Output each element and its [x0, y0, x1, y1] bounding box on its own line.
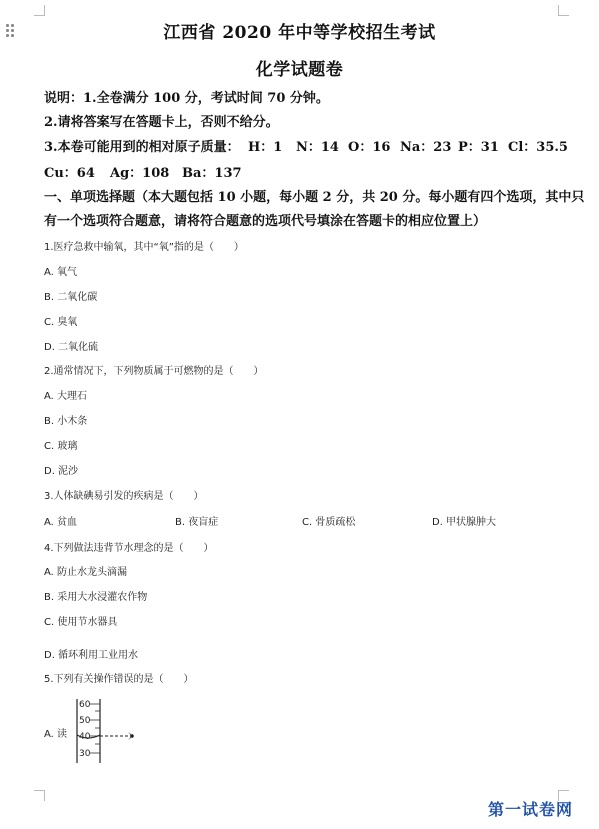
question-4-option-a: A. 防止水龙头滴漏	[44, 567, 128, 578]
question-2-option-d: D. 泥沙	[44, 466, 79, 477]
atomic-mass-ba: Ba：137	[182, 166, 242, 181]
exam-title: 江西省 2020 年中等学校招生考试	[163, 23, 436, 43]
question-2-option-a: A. 大理石	[44, 391, 88, 402]
scale-label-60: 60	[79, 700, 91, 710]
graduated-cylinder-figure	[72, 697, 144, 765]
question-3-option-d: D. 甲状腺肿大	[432, 517, 497, 528]
page-corner-mark	[34, 790, 45, 801]
scale-label-40: 40	[79, 732, 91, 742]
exam-subtitle: 化学试题卷	[255, 60, 344, 80]
question-3-stem: 3.人体缺碘易引发的疾病是（ ）	[44, 491, 204, 502]
question-5-option-a: A. 读	[44, 729, 68, 740]
question-4-option-b: B. 采用大水浸灌农作物	[44, 592, 148, 603]
question-1-option-b: B. 二氧化碳	[44, 292, 98, 303]
question-2-option-b: B. 小木条	[44, 416, 88, 427]
atomic-mass-ag: Ag：108	[110, 166, 170, 181]
atomic-mass-p: P：31	[458, 140, 499, 155]
atomic-mass-cl: Cl：35.5	[508, 140, 568, 155]
scale-label-30: 30	[79, 749, 91, 759]
atomic-mass-na: Na：23	[400, 140, 452, 155]
instruction-line-3: 3.本卷可能用到的相对原子质量：	[44, 140, 240, 155]
atomic-mass-h: H：1	[248, 140, 283, 155]
question-2-stem: 2.通常情况下，下列物质属于可燃物的是（ ）	[44, 366, 264, 377]
question-1-option-c: C. 臭氧	[44, 317, 78, 328]
page-corner-mark	[558, 5, 569, 16]
question-4-option-d: D. 循环利用工业用水	[44, 650, 139, 661]
question-1-stem: 1.医疗急救中输氧，其中“氧”指的是（ ）	[44, 242, 244, 253]
instruction-line-1: 说明：1.全卷满分 100 分，考试时间 70 分钟。	[44, 91, 329, 106]
cylinder-tick-marks	[90, 704, 100, 753]
question-1-option-d: D. 二氧化硫	[44, 342, 99, 353]
question-4-stem: 4.下列做法违背节水理念的是（ ）	[44, 543, 214, 554]
section-heading-line-2: 有一个选项符合题意，请将符合题意的选项代号填涂在答题卡的相应位置上）	[44, 214, 487, 229]
site-watermark: 第一试卷网	[488, 800, 574, 819]
question-4-option-c: C. 使用节水器具	[44, 617, 118, 628]
question-3-option-a: A. 贫血	[44, 517, 78, 528]
atomic-mass-n: N：14	[296, 140, 339, 155]
atomic-mass-o: O：16	[348, 140, 391, 155]
question-2-option-c: C. 玻璃	[44, 441, 78, 452]
question-1-option-a: A. 氧气	[44, 267, 78, 278]
scale-label-50: 50	[79, 716, 91, 726]
section-heading-line-1: 一、单项选择题（本大题包括 10 小题，每小题 2 分，共 20 分。每小题有四个选项，其中只	[44, 190, 585, 205]
eye-icon	[128, 732, 134, 740]
instruction-line-2: 2.请将答案写在答题卡上，否则不给分。	[44, 115, 279, 130]
question-3-option-c: C. 骨质疏松	[302, 517, 356, 528]
atomic-mass-cu: Cu：64	[44, 166, 95, 181]
question-3-option-b: B. 夜盲症	[175, 517, 219, 528]
page-corner-mark	[34, 5, 45, 16]
question-5-stem: 5.下列有关操作错误的是（ ）	[44, 674, 194, 685]
